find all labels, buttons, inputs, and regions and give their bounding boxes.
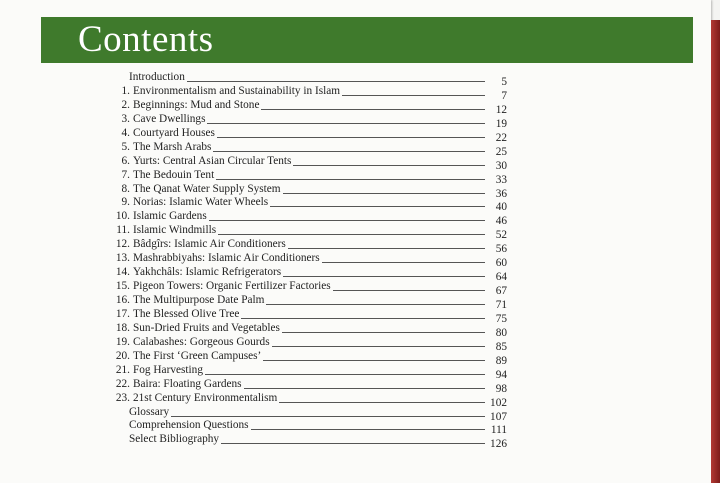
toc-entry	[107, 126, 507, 144]
toc-entry-title: The Multipurpose Date Palm	[133, 294, 265, 306]
toc-entry-page: 30	[485, 160, 507, 173]
toc-entry-number: 20.	[115, 349, 130, 362]
toc-entry	[107, 112, 507, 130]
toc-entry-page: 107	[485, 411, 507, 424]
toc-entry-number: 16.	[115, 294, 130, 306]
toc-leader-line	[133, 416, 485, 417]
toc-entry-page: 22	[485, 132, 507, 145]
toc-entry-title: Courtyard Houses	[133, 126, 215, 139]
toc-entry-number: 8.	[121, 182, 130, 195]
toc-entry-number: 18.	[115, 321, 130, 334]
toc-entry-title: Sun-Dried Fruits and Vegetables	[133, 321, 280, 334]
toc-entry-number: 23.	[115, 391, 130, 404]
toc-entry-page: 75	[485, 313, 507, 326]
toc-entry-title: Introduction	[129, 71, 185, 83]
toc-entry-page: 71	[485, 299, 507, 312]
toc-entry-title: Baira: Floating Gardens	[133, 377, 242, 390]
toc-entry-number: 11.	[116, 224, 130, 237]
toc-entry-title: The Blessed Olive Tree	[133, 307, 240, 320]
toc-entry-number: 21.	[115, 363, 130, 376]
toc-entry-number: 19.	[115, 335, 130, 348]
toc-entry-number: 12.	[115, 238, 130, 251]
toc-entry	[107, 419, 507, 437]
toc-entry-page: 33	[485, 174, 507, 187]
toc-entry	[107, 307, 507, 325]
toc-entry-page: 7	[485, 90, 507, 103]
toc-entry-page: 25	[485, 146, 507, 159]
toc-entry	[107, 335, 507, 353]
toc-entry-title: Glossary	[129, 405, 170, 418]
table-of-contents	[107, 71, 507, 451]
toc-entry	[107, 391, 507, 409]
toc-entry	[107, 238, 507, 256]
toc-entry-number: 4.	[121, 126, 130, 139]
toc-entry-number: 13.	[115, 252, 130, 265]
toc-entry-page: 60	[485, 257, 507, 270]
toc-entry-title: Cave Dwellings	[133, 112, 206, 125]
toc-entry	[107, 377, 507, 395]
toc-entry-number: 10.	[115, 210, 130, 223]
toc-entry-title: Bâdgîrs: Islamic Air Conditioners	[133, 238, 286, 251]
toc-entry-title: Calabashes: Gorgeous Gourds	[133, 335, 270, 348]
page-title: Contents	[78, 19, 214, 60]
toc-entry	[107, 349, 507, 367]
toc-entry-number: 17.	[115, 307, 130, 320]
toc-entry-page: 67	[485, 285, 507, 298]
toc-entry-title: 21st Century Environmentalism	[133, 391, 278, 404]
toc-entry-title: Mashrabbiyahs: Islamic Air Conditioners	[133, 252, 320, 265]
toc-entry-number: 3.	[121, 112, 130, 125]
toc-entry	[107, 98, 507, 116]
toc-entry-number: 22.	[115, 377, 130, 390]
toc-entry-number: 14.	[115, 266, 130, 279]
toc-entry	[107, 266, 507, 284]
toc-entry-title: The Qanat Water Supply System	[133, 182, 281, 195]
book-spine-edge	[711, 20, 720, 483]
toc-entry-number: 9.	[121, 196, 130, 209]
toc-entry-title: Beginnings: Mud and Stone	[133, 98, 260, 111]
toc-entry-page: 98	[485, 383, 507, 396]
toc-entry-page: 89	[485, 355, 507, 368]
toc-entry-title: Pigeon Towers: Organic Fertilizer Factories	[133, 280, 331, 293]
toc-entry-page: 85	[485, 341, 507, 354]
toc-entry-page: 102	[485, 397, 507, 410]
toc-entry-title: Yurts: Central Asian Circular Tents	[133, 154, 292, 167]
toc-entry-page: 12	[485, 104, 507, 117]
toc-entry	[107, 168, 507, 186]
toc-entry-page: 40	[485, 201, 507, 214]
toc-entry-page: 64	[485, 271, 507, 284]
toc-entry-number: 15.	[115, 280, 130, 293]
toc-entry-title: Islamic Gardens	[133, 210, 207, 223]
toc-entry-title: Islamic Windmills	[133, 224, 217, 237]
toc-entry-title: Norias: Islamic Water Wheels	[133, 196, 269, 209]
toc-entry-page: 80	[485, 327, 507, 340]
toc-entry	[107, 210, 507, 228]
toc-entry-number: 7.	[121, 168, 130, 181]
toc-entry-number: 6.	[121, 154, 130, 167]
toc-entry	[107, 196, 507, 214]
toc-entry	[107, 224, 507, 242]
toc-entry-page: 36	[485, 188, 507, 201]
toc-entry-title: Comprehension Questions	[129, 419, 249, 432]
toc-entry	[107, 280, 507, 298]
toc-entry-title: The Marsh Arabs	[133, 140, 212, 153]
toc-entry-page: 56	[485, 243, 507, 256]
toc-entry-page: 5	[485, 76, 507, 89]
toc-entry-page: 19	[485, 118, 507, 131]
toc-entry-page: 111	[485, 424, 507, 437]
toc-entry-title: Environmentalism and Sustainability in Islam	[133, 84, 341, 97]
toc-entry	[107, 71, 507, 88]
toc-entry-page: 126	[485, 438, 507, 451]
toc-entry	[107, 84, 507, 102]
toc-entry-number: 5.	[121, 140, 130, 153]
toc-entry-page: 46	[485, 215, 507, 228]
toc-entry-number: 1.	[121, 84, 130, 97]
toc-entry	[107, 252, 507, 270]
toc-entry-number: 2.	[121, 98, 130, 111]
toc-entry	[107, 321, 507, 339]
toc-entry	[107, 405, 507, 423]
contents-banner	[41, 17, 693, 63]
toc-entry-title: Fog Harvesting	[133, 363, 203, 376]
toc-entry-page: 52	[485, 229, 507, 242]
toc-entry-page: 94	[485, 369, 507, 382]
toc-entry-title: Yakhchâls: Islamic Refrigerators	[133, 266, 282, 279]
toc-entry-title: The Bedouin Tent	[133, 168, 215, 181]
toc-entry-title: Select Bibliography	[129, 433, 220, 446]
toc-entry	[107, 140, 507, 158]
toc-entry	[107, 154, 507, 172]
toc-entry-title: The First ‘Green Campuses’	[133, 349, 262, 362]
toc-entry	[107, 294, 507, 311]
toc-entry	[107, 433, 507, 451]
toc-entry	[107, 363, 507, 381]
toc-entry	[107, 182, 507, 200]
